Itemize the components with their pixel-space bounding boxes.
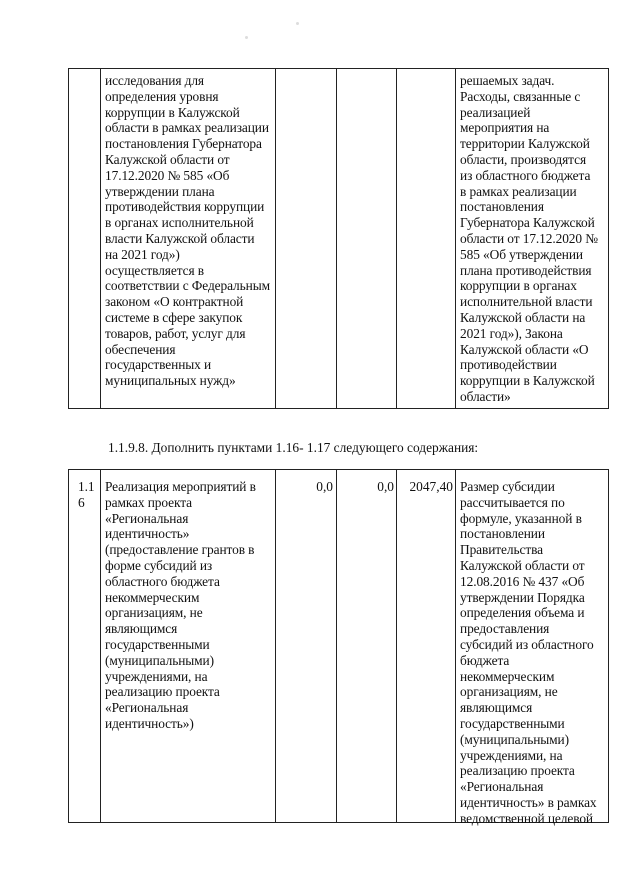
column-divider — [455, 470, 456, 822]
column-divider — [100, 69, 101, 408]
column-divider — [396, 470, 397, 822]
value-cell-3: 2047,40 — [409, 479, 453, 494]
value-cell-2: 0,0 — [377, 479, 394, 494]
table1-description-cell: исследования для определения уровня коррупции в Калужской области в рамках реализации постановления Губернатора Калужской области от 17.12.2020 № 585 «Об утверждении плана противодействия коррупции в органах исполнительной власти Калужской области на 2021 год») осуществляется в соответствии с Федеральным законом «О контрактной системе в сфере закупок товаров, работ, услуг для обеспечения государственных и муниципальных нужд» — [105, 73, 270, 389]
column-divider — [455, 69, 456, 408]
column-divider — [275, 470, 276, 822]
column-divider — [275, 69, 276, 408]
value-cell-1: 0,0 — [316, 479, 333, 494]
column-divider — [336, 470, 337, 822]
table1-notes-cell: решаемых задач. Расходы, связанные с реализацией мероприятия на территории Калужской области, производятся из областного бюджета в рамках реализации постановления Губернатора Калужской области от 17.12.2020 № 585 «Об утверждении плана противодействия коррупции в органах исполнительной власти Калужской области на 2021 год»), Закона Калужской области «О противодействии коррупции в Калужской области» — [460, 73, 598, 404]
item-number-cell: 1.1 6 — [78, 479, 95, 510]
scan-speck — [245, 36, 248, 39]
amendment-paragraph: 1.1.9.8. Дополнить пунктами 1.16- 1.17 следующего содержания: — [108, 440, 479, 455]
scan-speck — [296, 22, 299, 25]
column-divider — [100, 470, 101, 822]
table-new-items — [68, 469, 609, 826]
column-divider — [336, 69, 337, 408]
column-divider — [396, 69, 397, 408]
table2-notes-cell: Размер субсидии рассчитывается по формуле, указанной в постановлении Правительства Калужской области от 12.08.2016 № 437 «Об утверждении Порядка определения объема и предоставления субсидий из областного бюджета некоммерческим организациям, не являющимся государственными (муниципальными) учреждениями, на реализацию проекта «Региональная идентичность» в рамках ведомственной целевой — [460, 479, 597, 826]
table-continuation — [68, 68, 609, 409]
table2-description-cell: Реализация мероприятий в рамках проекта «Региональная идентичность» (предоставление грантов в форме субсидий из областного бюджета некоммерческим организациям, не являющимся государственными (муниципальными) учреждениями, на реализацию проекта «Региональная идентичность») — [105, 479, 256, 731]
